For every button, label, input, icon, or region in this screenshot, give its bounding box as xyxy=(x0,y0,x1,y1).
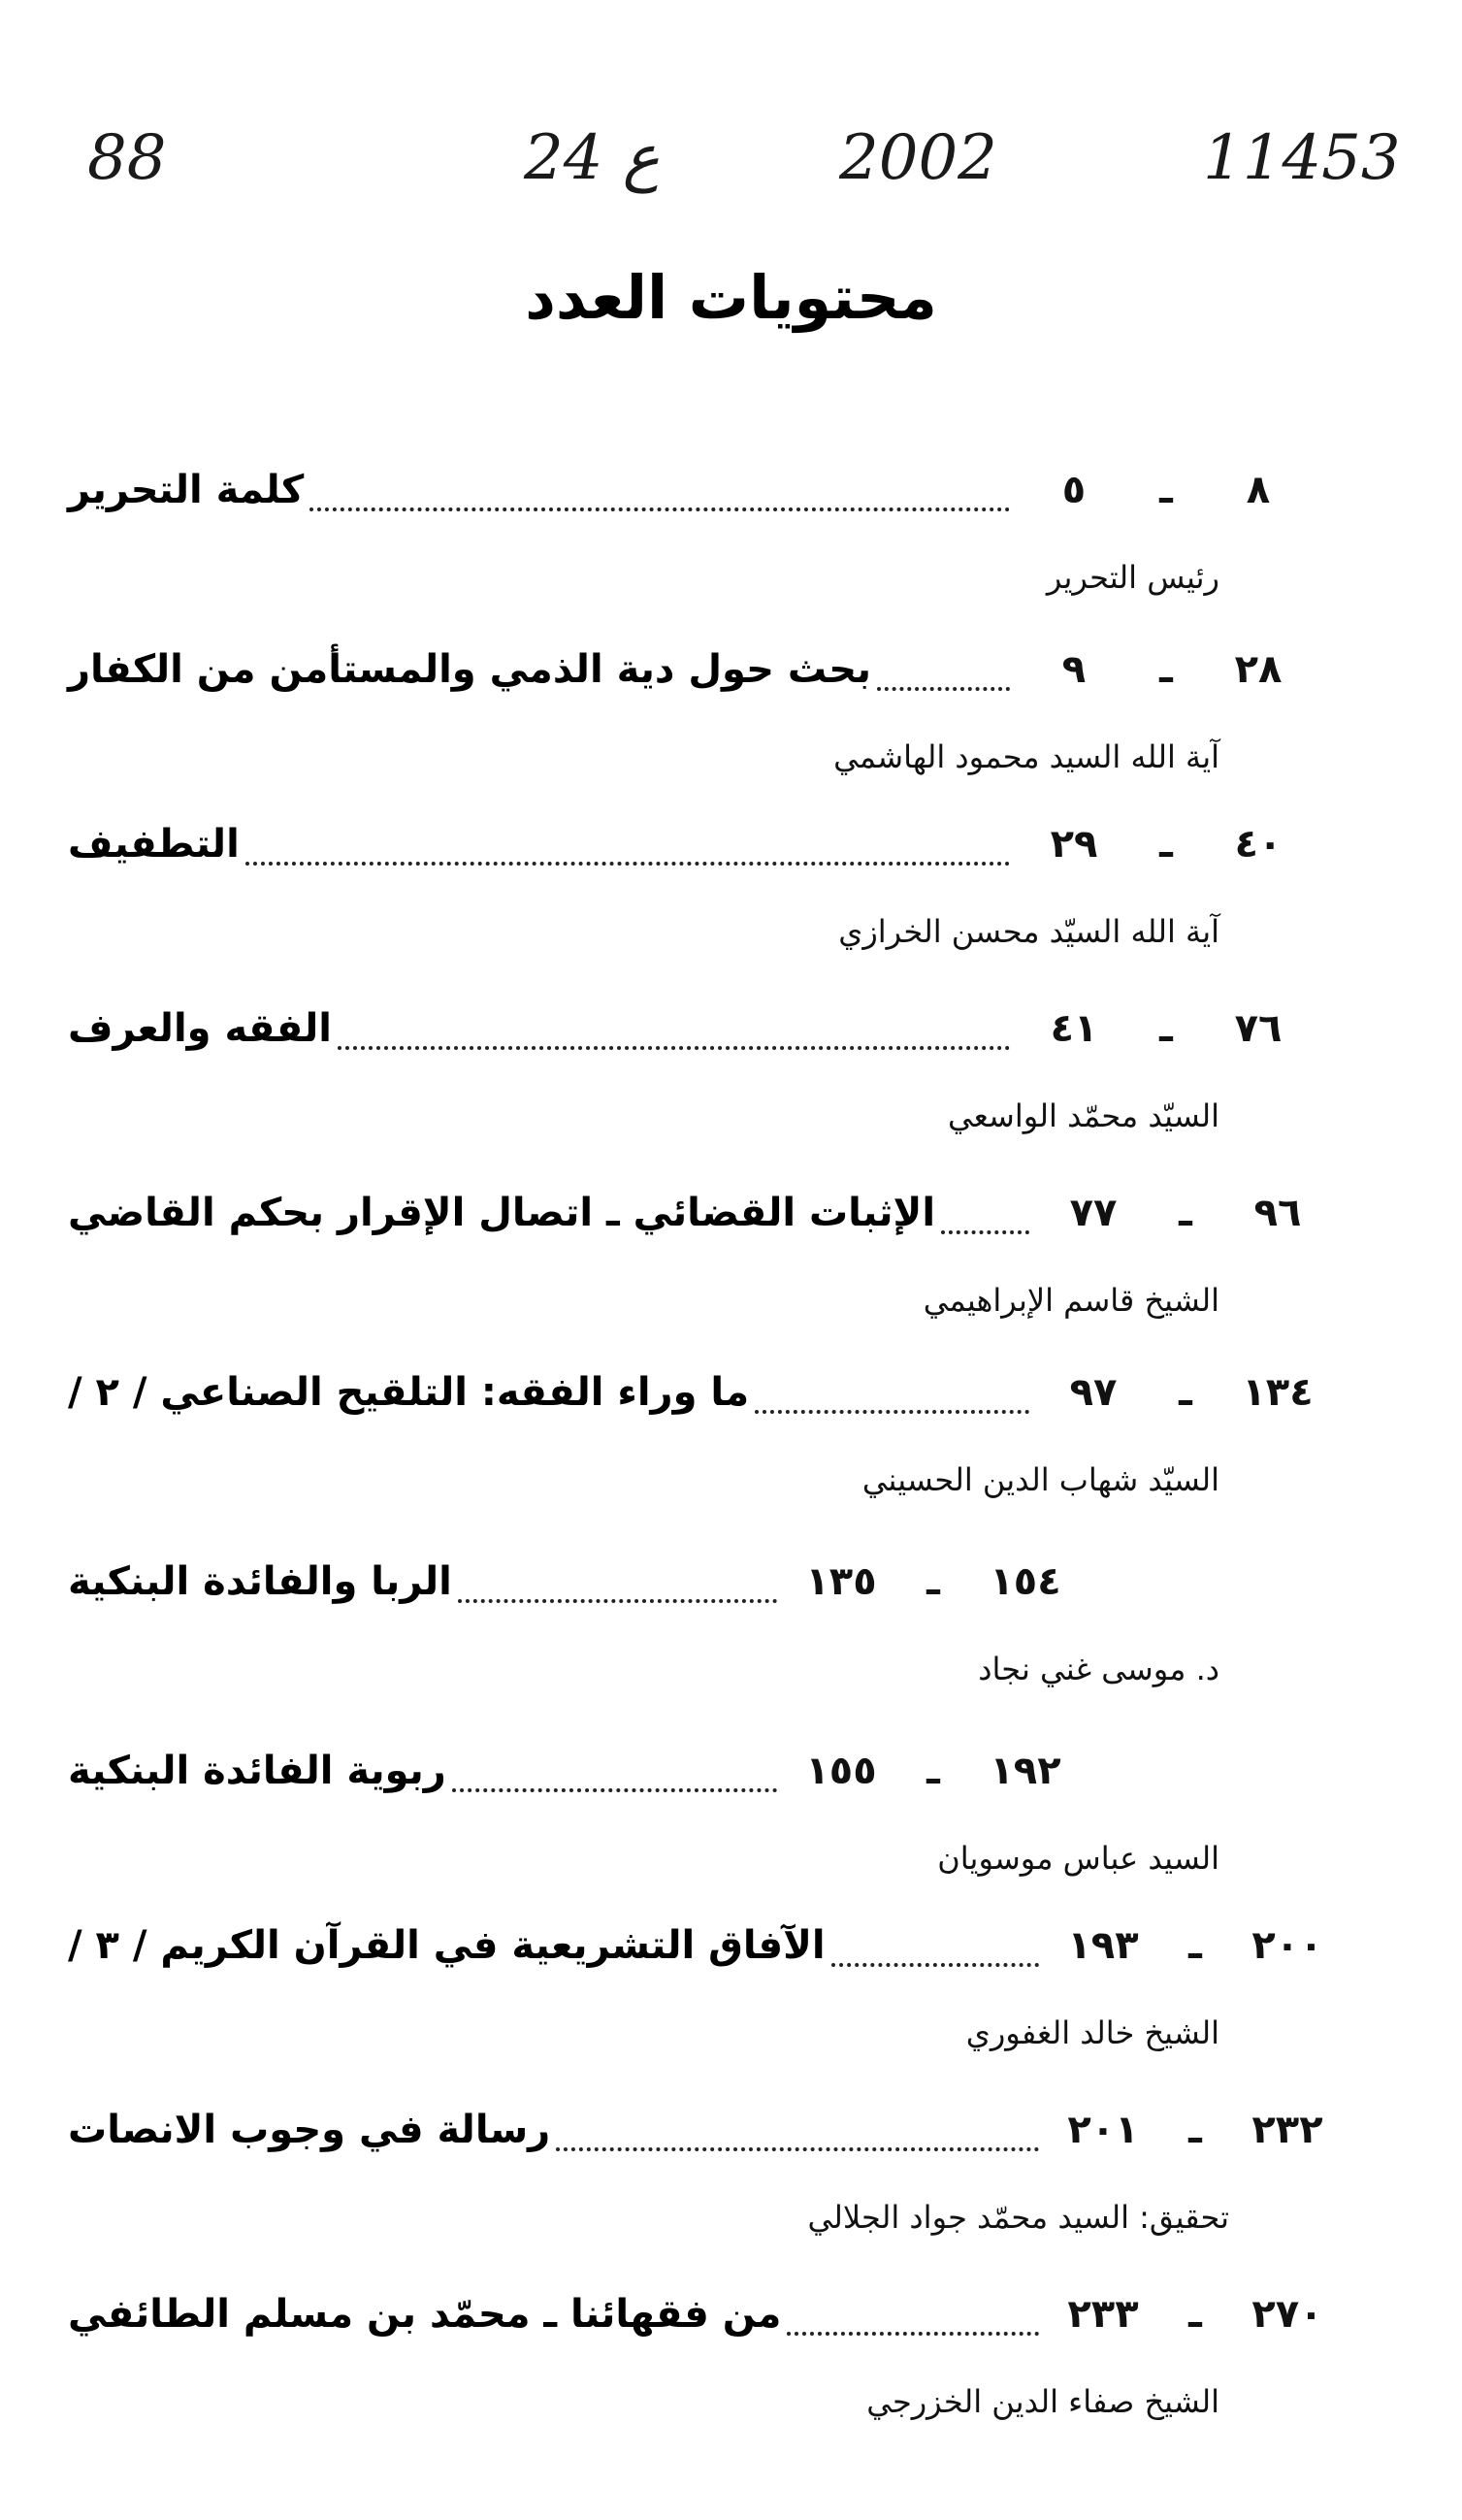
toc-row xyxy=(68,451,1316,529)
dot-leader xyxy=(755,1409,1029,1414)
range-dash: ـ xyxy=(926,1749,940,1793)
dot-leader xyxy=(787,2331,1039,2336)
dot-leader xyxy=(831,1962,1039,1967)
entry-author: السيّد شهاب الدين الحسيني xyxy=(861,1461,1219,1498)
toc-row xyxy=(68,805,1316,883)
handwritten-note: 11453 xyxy=(1203,122,1401,194)
end-page: ١٥٤ xyxy=(990,1559,1061,1604)
range-dash: ـ xyxy=(1159,647,1173,692)
start-page: ١٥٥ xyxy=(805,1749,877,1793)
entry-title: ربوية الفائدة البنكية xyxy=(68,1749,446,1793)
entry-title: ما وراء الفقه: التلقيح الصناعي / ٢ / xyxy=(68,1370,750,1415)
entry-author: آية الله السيد محمود الهاشمي xyxy=(833,738,1219,775)
entry-author: الشيخ صفاء الدين الخزرجي xyxy=(866,2383,1219,2420)
dot-leader xyxy=(245,861,1010,866)
page-range xyxy=(1045,1907,1346,1984)
entry-author: د. موسى غني نجاد xyxy=(978,1651,1219,1687)
range-dash: ـ xyxy=(1159,822,1173,867)
toc-row xyxy=(68,1354,1336,1431)
start-page: ٥ xyxy=(1061,468,1087,512)
toc-row xyxy=(68,1732,1084,1810)
end-page: ٢٣٢ xyxy=(1251,2108,1323,2152)
dot-leader xyxy=(877,686,1010,691)
page-range xyxy=(1035,1354,1336,1431)
handwritten-note: 2002 xyxy=(839,122,997,194)
end-page: ٤٠ xyxy=(1234,822,1283,867)
start-page: ٤١ xyxy=(1050,1006,1098,1051)
toc-entry xyxy=(0,1174,1462,1354)
toc-entry xyxy=(0,1543,1462,1722)
page-range xyxy=(1016,805,1316,883)
toc-row xyxy=(68,1907,1346,1984)
toc-entry xyxy=(0,1354,1462,1533)
entry-title: الفقه والعرف xyxy=(68,1006,333,1051)
end-page: ٨ xyxy=(1246,468,1271,512)
toc-row xyxy=(68,1174,1336,1252)
page-range xyxy=(1045,2275,1346,2353)
start-page: ٩٧ xyxy=(1069,1370,1118,1415)
range-dash: ـ xyxy=(1188,2292,1202,2337)
entry-author: السيّد محمّد الواسعي xyxy=(947,1097,1219,1134)
toc-entry xyxy=(0,2275,1462,2455)
range-dash: ـ xyxy=(926,1559,940,1604)
range-dash: ـ xyxy=(1179,1370,1192,1415)
toc-entry xyxy=(0,1907,1462,2086)
page-range xyxy=(783,1543,1084,1620)
page-range xyxy=(1045,2091,1346,2169)
dot-leader xyxy=(556,2146,1039,2151)
entry-title: التطفيف xyxy=(68,822,240,867)
entry-author: الشيخ قاسم الإبراهيمي xyxy=(923,1282,1219,1319)
handwritten-note: ع 24 xyxy=(524,122,660,194)
range-dash: ـ xyxy=(1188,2108,1202,2152)
page-range xyxy=(1016,451,1316,529)
entry-author: الشيخ خالد الغفوري xyxy=(965,2014,1219,2051)
dot-leader xyxy=(458,1598,777,1603)
dot-leader xyxy=(338,1045,1010,1050)
end-page: ٢٨ xyxy=(1234,647,1283,692)
entry-author: آية الله السيّد محسن الخرازي xyxy=(838,913,1219,950)
dot-leader xyxy=(941,1229,1029,1234)
toc-row xyxy=(68,1543,1084,1620)
entry-title: الإثبات القضائي ـ اتصال الإقرار بحكم القاضي xyxy=(68,1191,936,1235)
entry-title: الربا والفائدة البنكية xyxy=(68,1559,452,1604)
range-dash: ـ xyxy=(1159,468,1173,512)
entry-title: رسالة في وجوب الانصات xyxy=(68,2108,551,2152)
toc-row xyxy=(68,631,1316,708)
page-range xyxy=(1016,631,1316,708)
toc-entry xyxy=(0,451,1462,631)
page-title: محتويات العدد xyxy=(525,262,937,333)
entry-title: الآفاق التشريعية في القرآن الكريم / ٣ / xyxy=(68,1923,826,1968)
toc-row xyxy=(68,990,1316,1067)
start-page: ٢٠١ xyxy=(1067,2108,1139,2152)
page-range xyxy=(783,1732,1084,1810)
toc-row xyxy=(68,2091,1346,2169)
page-range xyxy=(1035,1174,1336,1252)
start-page: ٧٧ xyxy=(1069,1191,1118,1235)
end-page: ٢٧٠ xyxy=(1251,2292,1323,2337)
start-page: ٢٩ xyxy=(1050,822,1098,867)
end-page: ٧٦ xyxy=(1234,1006,1283,1051)
range-dash: ـ xyxy=(1179,1191,1192,1235)
entry-title: بحث حول دية الذمي والمستأمن من الكفار xyxy=(68,647,872,692)
dot-leader xyxy=(309,507,1010,511)
toc-entry xyxy=(0,2091,1462,2271)
entry-author: تحقيق: السيد محمّد جواد الجلالي xyxy=(807,2199,1229,2236)
toc-entry xyxy=(0,631,1462,810)
entry-author: السيد عباس موسويان xyxy=(937,1840,1219,1877)
start-page: ٢٣٣ xyxy=(1067,2292,1139,2337)
end-page: ٢٠٠ xyxy=(1251,1923,1323,1968)
range-dash: ـ xyxy=(1159,1006,1173,1051)
toc-row xyxy=(68,2275,1346,2353)
end-page: ١٩٢ xyxy=(990,1749,1061,1793)
entry-author: رئيس التحرير xyxy=(1046,559,1219,596)
start-page: ١٣٥ xyxy=(805,1559,877,1604)
toc-entry xyxy=(0,1732,1462,1912)
start-page: ٩ xyxy=(1061,647,1087,692)
toc-entry xyxy=(0,805,1462,985)
end-page: ١٣٤ xyxy=(1242,1370,1314,1415)
start-page: ١٩٣ xyxy=(1067,1923,1139,1968)
dot-leader xyxy=(452,1787,777,1792)
page-range xyxy=(1016,990,1316,1067)
entry-title: كلمة التحرير xyxy=(68,468,305,512)
handwritten-note: 88 xyxy=(87,122,167,194)
end-page: ٩٦ xyxy=(1253,1191,1302,1235)
toc-entry xyxy=(0,990,1462,1169)
range-dash: ـ xyxy=(1188,1923,1202,1968)
entry-title: من فقهائنا ـ محمّد بن مسلم الطائفي xyxy=(68,2292,782,2337)
